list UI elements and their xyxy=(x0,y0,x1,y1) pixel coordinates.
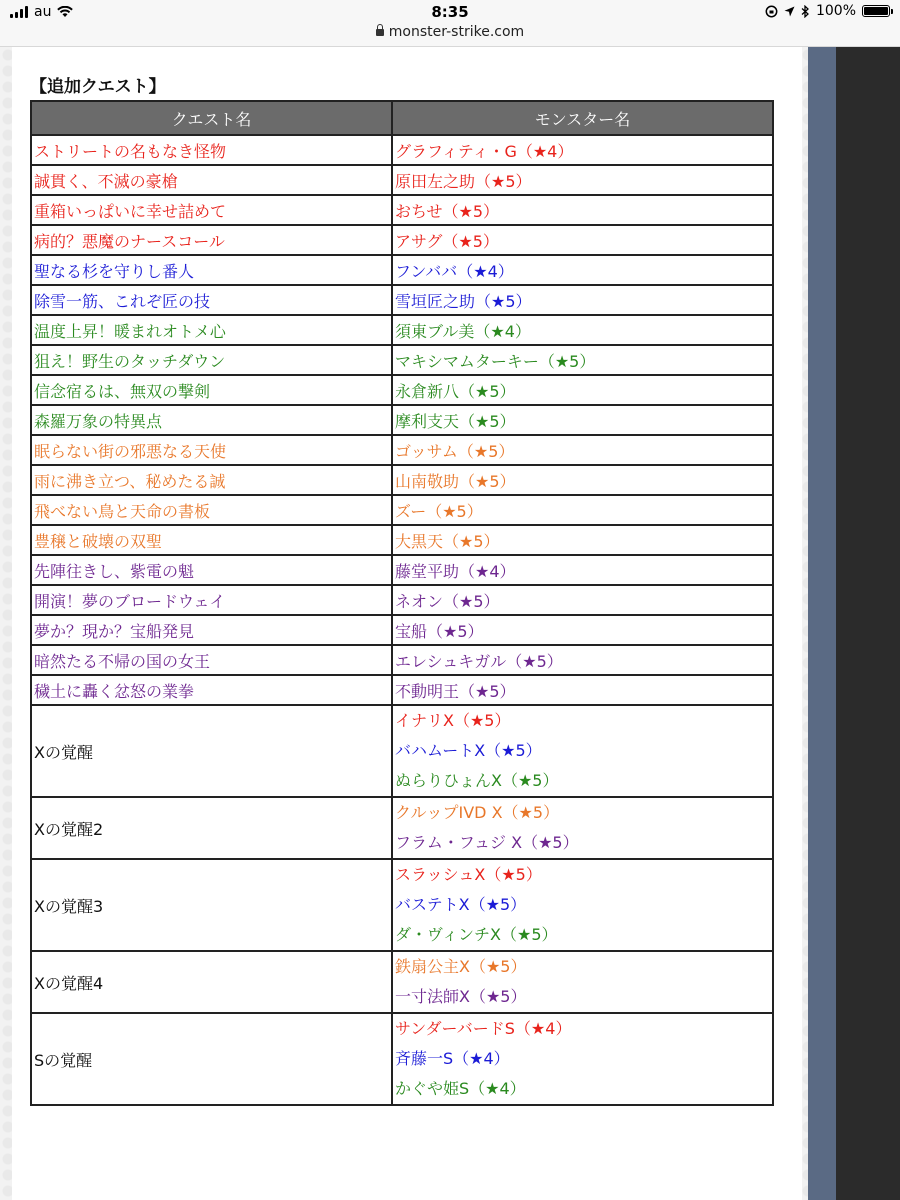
monster-name-cell xyxy=(392,195,773,225)
address-bar[interactable] xyxy=(0,24,900,47)
table-row xyxy=(31,225,773,255)
monster-name: おちせ（★5） xyxy=(395,201,500,221)
battery-percent: 100% xyxy=(815,3,856,19)
table-row xyxy=(31,585,773,615)
status-right xyxy=(765,3,890,19)
lock-icon xyxy=(376,29,384,36)
monster-name: 大黒天（★5） xyxy=(395,531,500,551)
table-row xyxy=(31,705,773,797)
table-row xyxy=(31,1013,773,1105)
monster-name: ネオン（★5） xyxy=(395,591,500,611)
table-row xyxy=(31,135,773,165)
monster-name: サンダーバードS（★4） xyxy=(395,1019,572,1038)
quest-name-cell: 重箱いっぱいに幸せ詰めて xyxy=(31,195,392,225)
table-row xyxy=(31,615,773,645)
monster-name: アサグ（★5） xyxy=(395,231,499,251)
orientation-lock-icon xyxy=(765,5,778,18)
table-row xyxy=(31,255,773,285)
quest-name-cell: Xの覚醒4 xyxy=(31,951,392,1013)
table-row xyxy=(31,345,773,375)
monster-name: 鉄扇公主X（★5） xyxy=(395,957,527,976)
quest-name-cell: 穢土に轟く忿怒の業拳 xyxy=(31,675,392,705)
monster-name: 一寸法師X（★5） xyxy=(395,987,527,1006)
monster-name: 藤堂平助（★4） xyxy=(395,561,516,581)
right-sidebar-strip xyxy=(808,47,836,1200)
monster-name-cell xyxy=(392,555,773,585)
monster-name: 永倉新八（★5） xyxy=(395,381,516,401)
section-title: 【追加クエスト】 xyxy=(30,77,166,97)
monster-name: 雪垣匠之助（★5） xyxy=(395,291,532,311)
quest-table-body xyxy=(31,135,773,1105)
quest-name-cell: 病的？悪魔のナースコール xyxy=(31,225,392,255)
carrier-label: au xyxy=(34,4,52,20)
right-dark-strip xyxy=(836,47,900,1200)
location-icon xyxy=(784,6,795,17)
battery-icon xyxy=(862,5,890,17)
monster-name: スラッシュX（★5） xyxy=(395,865,542,884)
monster-name: エレシュキガル（★5） xyxy=(395,651,563,671)
quest-name-cell: 森羅万象の特異点 xyxy=(31,405,392,435)
table-row xyxy=(31,525,773,555)
monster-name-cell xyxy=(392,1013,773,1105)
table-row xyxy=(31,645,773,675)
monster-name: かぐや姫S（★4） xyxy=(395,1079,526,1098)
table-row xyxy=(31,405,773,435)
monster-name-cell xyxy=(392,255,773,285)
monster-name: フラム・フュジ X（★5） xyxy=(395,833,579,852)
status-bar xyxy=(0,0,900,24)
monster-name: バステトX（★5） xyxy=(395,895,527,914)
table-row xyxy=(31,675,773,705)
header-quest-name: クエスト名 xyxy=(31,101,392,135)
monster-name-cell xyxy=(392,645,773,675)
table-row xyxy=(31,195,773,225)
quest-name-cell: 聖なる杉を守りし番人 xyxy=(31,255,392,285)
monster-name-cell xyxy=(392,405,773,435)
quest-name-cell: 温度上昇！暖まれオトメ心 xyxy=(31,315,392,345)
monster-name-cell xyxy=(392,495,773,525)
monster-name: グラフィティ・G（★4） xyxy=(395,141,574,161)
quest-name-cell: 信念宿るは、無双の撃剣 xyxy=(31,375,392,405)
monster-name: クルップIVD X（★5） xyxy=(395,803,560,822)
monster-name-cell xyxy=(392,615,773,645)
quest-name-cell: 豊穣と破壊の双聖 xyxy=(31,525,392,555)
quest-name-cell: 狙え！野生のタッチダウン xyxy=(31,345,392,375)
table-header-row xyxy=(31,101,773,135)
monster-name: 不動明王（★5） xyxy=(395,681,516,701)
url-text[interactable]: monster-strike.com xyxy=(388,24,525,40)
quest-name-cell: 除雪一筋、これぞ匠の技 xyxy=(31,285,392,315)
monster-name: イナリX（★5） xyxy=(395,711,511,730)
monster-name-cell xyxy=(392,225,773,255)
quest-name-cell: 飛べない鳥と天命の書板 xyxy=(31,495,392,525)
quest-table xyxy=(30,100,774,1106)
monster-name: フンババ（★4） xyxy=(395,261,514,281)
monster-name-cell xyxy=(392,315,773,345)
monster-name-cell xyxy=(392,345,773,375)
monster-name: ズー（★5） xyxy=(395,501,483,521)
monster-name-cell xyxy=(392,135,773,165)
quest-name-cell: Sの覚醒 xyxy=(31,1013,392,1105)
quest-name-cell: Xの覚醒3 xyxy=(31,859,392,951)
table-row xyxy=(31,555,773,585)
quest-name-cell: 誠貫く、不滅の豪槍 xyxy=(31,165,392,195)
monster-name-cell xyxy=(392,375,773,405)
quest-name-cell: 暗然たる不帰の国の女王 xyxy=(31,645,392,675)
monster-name: バハムートX（★5） xyxy=(395,741,542,760)
quest-name-cell: 雨に沸き立つ、秘めたる誠 xyxy=(31,465,392,495)
monster-name-cell xyxy=(392,675,773,705)
table-row xyxy=(31,165,773,195)
status-time: 8:35 xyxy=(431,3,469,21)
monster-name-cell xyxy=(392,435,773,465)
monster-name: 宝船（★5） xyxy=(395,621,484,641)
monster-name-cell xyxy=(392,705,773,797)
table-row xyxy=(31,797,773,859)
monster-name-cell xyxy=(392,859,773,951)
quest-name-cell: 先陣往きし、紫電の魁 xyxy=(31,555,392,585)
table-row xyxy=(31,859,773,951)
monster-name: ゴッサム（★5） xyxy=(395,441,515,461)
quest-name-cell: ストリートの名もなき怪物 xyxy=(31,135,392,165)
monster-name: 須東ブル美（★4） xyxy=(395,321,531,341)
monster-name: ダ・ヴィンチX（★5） xyxy=(395,925,558,944)
monster-name: 摩利支天（★5） xyxy=(395,411,516,431)
monster-name: 山南敬助（★5） xyxy=(395,471,516,491)
table-row xyxy=(31,465,773,495)
quest-name-cell: Xの覚醒 xyxy=(31,705,392,797)
table-row xyxy=(31,375,773,405)
monster-name-cell xyxy=(392,585,773,615)
monster-name: マキシマムターキー（★5） xyxy=(395,351,596,371)
quest-name-cell: 夢か？現か？宝船発見 xyxy=(31,615,392,645)
monster-name-cell xyxy=(392,465,773,495)
monster-name-cell xyxy=(392,165,773,195)
monster-name-cell xyxy=(392,951,773,1013)
quest-name-cell: Xの覚醒2 xyxy=(31,797,392,859)
table-row xyxy=(31,285,773,315)
monster-name-cell xyxy=(392,525,773,555)
bluetooth-icon xyxy=(801,5,810,18)
monster-name: 原田左之助（★5） xyxy=(395,171,532,191)
quest-name-cell: 開演！夢のブロードウェイ xyxy=(31,585,392,615)
table-row xyxy=(31,435,773,465)
quest-name-cell: 眠らない街の邪悪なる天使 xyxy=(31,435,392,465)
header-monster-name: モンスター名 xyxy=(392,101,773,135)
monster-name-cell xyxy=(392,797,773,859)
battery-fill xyxy=(864,7,888,15)
monster-name: 斉藤一S（★4） xyxy=(395,1049,510,1068)
monster-name-cell xyxy=(392,285,773,315)
table-row xyxy=(31,315,773,345)
table-row xyxy=(31,951,773,1013)
monster-name: ぬらりひょんX（★5） xyxy=(395,771,559,790)
table-row xyxy=(31,495,773,525)
